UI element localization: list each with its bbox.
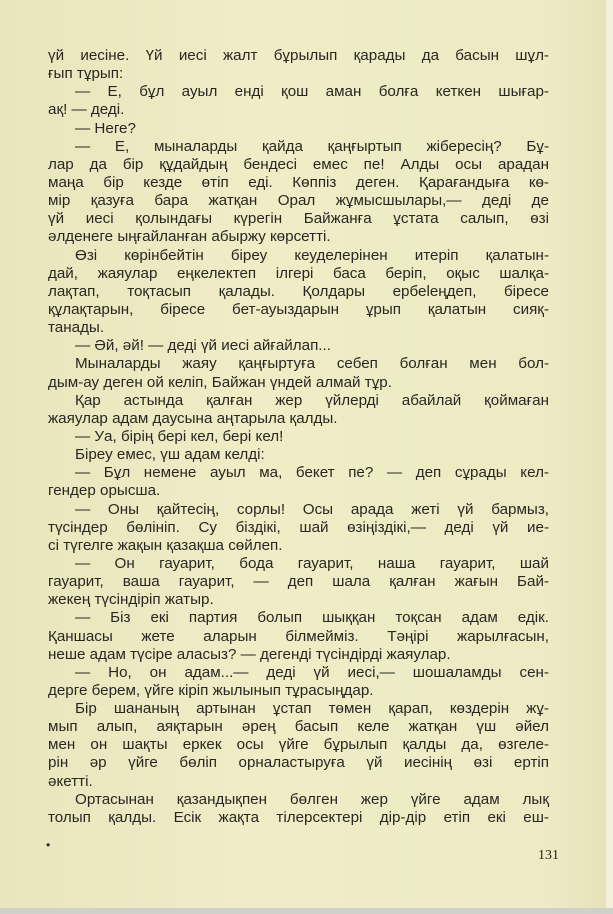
text-line: үй иесі қолындағы күрегін Байжанға ұстата салып, өзі [48, 210, 549, 228]
text-line: толып қалды. Есік жақта тілерсектері дір-дір етіп екі еш- [48, 808, 549, 826]
text-line: — Әй, әй! — деді үй иесі айғайлап... [75, 337, 331, 355]
paragraph [48, 664, 549, 700]
paragraph [48, 464, 549, 500]
paragraph [48, 501, 549, 555]
text-line: жекең түсіндіріп жатыр. [48, 591, 214, 609]
text-line: дерге берем, үйге кіріп жылынып тұрасыңдар. [48, 681, 374, 699]
paragraph [48, 609, 549, 663]
text-line: — Бұл немене ауыл ма, бекет пе? — деп сұрады кел- [75, 464, 549, 482]
paragraph [48, 138, 549, 247]
paragraph [48, 247, 549, 338]
scan-bottom-edge [0, 908, 613, 914]
text-line: танады. [48, 319, 105, 337]
text-line: лар да бір құдайдың бендесі емес пе! Алды осы арадан [48, 155, 549, 173]
paragraph [48, 337, 549, 355]
text-line: жаяулар адам даусына аңтарыла қалды. [48, 409, 338, 427]
paragraph [48, 392, 549, 428]
text-line: — Неге? [75, 119, 136, 137]
text-line: — Оны қайтесің, сорлы! Осы арада жеті үй бармыз, [75, 500, 549, 518]
text-line: дым-ау деген ой келіп, Байжан үндей алмай тұр. [48, 373, 392, 391]
text-line: маңа бір кезде өтіп еді. Көппіз деген. Қарағандыға кө- [48, 173, 549, 191]
text-line: гауарит, ваша гауарит, — деп шала қалған жағын Бай- [48, 573, 549, 591]
paragraph [48, 428, 549, 446]
text-line: лақтап, тоқтасып қалады. Қолдары ербеleңдеп, бірece [48, 282, 549, 300]
text-line: — Е, бұл ауыл енді қош аман болға кеткен шығар- [75, 83, 549, 101]
text-line: ақ! — деді. [48, 101, 125, 119]
text-line: Қар астында қалған жер үйлерді абайлай қоймаған [75, 391, 549, 409]
text-line: Біреу емес, үш адам келді: [75, 446, 265, 464]
paragraph [48, 83, 549, 119]
text-line: — Е, мыналарды қайда қаңғыртып жібересің? Бұ- [75, 137, 549, 155]
paragraph [48, 446, 549, 464]
text-line: — Уа, бірің бері кел, бері кел! [75, 427, 284, 445]
text-line: Бір шананың артынан ұстап төмен қарап, көздерін жұ- [75, 700, 549, 718]
text-line: мен он шақты еркек осы үйге бұрылып қалды да, өзгеле- [48, 736, 549, 754]
text-line: сі түгелге жақын қазақша сөйлеп. [48, 536, 283, 554]
page-edge [606, 0, 613, 914]
text-line: Қаншасы жете аларын білмейміз. Тәңірі жарылғасын, [48, 627, 549, 645]
text-line: мып алып, аяқтарын әрең басып келе жатқан үш әйел [48, 718, 549, 736]
footer-mark: • [46, 838, 51, 852]
text-line: дай, жаяулар еңкелектеп ілгері баса беріп, оқыс шалқа- [48, 264, 549, 282]
paragraph [48, 47, 549, 83]
paragraph [48, 355, 549, 391]
text-line: үй иесіне. Үй иесі жалт бұрылып қарады да басын шұл- [48, 47, 549, 64]
text-line: рін әр үйге бөліп орналастыруға үй иесінің өзі ертіп [48, 754, 549, 772]
paragraph [48, 555, 549, 609]
text-line: ғып тұрып: [48, 65, 124, 83]
text-line: мір қазуға бара жатқан Орал жұмысшылары,— деді де [48, 192, 549, 210]
text-line: — Он гауарит, бода гауарит, наша гауарит, шай [75, 554, 549, 572]
paragraph [48, 791, 549, 827]
text-line: Мыналарды жаяу қаңғыртуға себеп болған мен бол- [75, 355, 549, 373]
text-line: неше адам түсіре аласыз? — дегенді түсіндірді жаяулар. [48, 645, 451, 663]
paragraph [48, 120, 549, 138]
page-number: 131 [538, 848, 559, 863]
text-line: Ортасынан қазандықпен бөлген жер үйге адам лық [75, 790, 549, 808]
text-line: әкетті. [48, 772, 93, 790]
text-line: Өзі көрінбейтін біреу кеуделерінен итеріп қалатын- [75, 246, 549, 264]
text-line: әлденеге ыңғайланған абыржу көрсетті. [48, 228, 331, 246]
page-body-text [48, 47, 549, 827]
text-line: — Біз екі партия болып шыққан тоқсан адам едік. [75, 609, 549, 627]
text-line: құлақтарын, бірece бет-ауыздарын ұрып қалатын сияқ- [48, 300, 549, 318]
paragraph [48, 700, 549, 791]
text-line: түсіндер бөлініп. Су біздікі, шай өзіңіздікі,— деді үй ие- [48, 518, 549, 536]
text-line: гендер орысша. [48, 482, 161, 500]
text-line: — Но, он адам...— деді үй иесі,— шошаламды сен- [75, 663, 549, 681]
